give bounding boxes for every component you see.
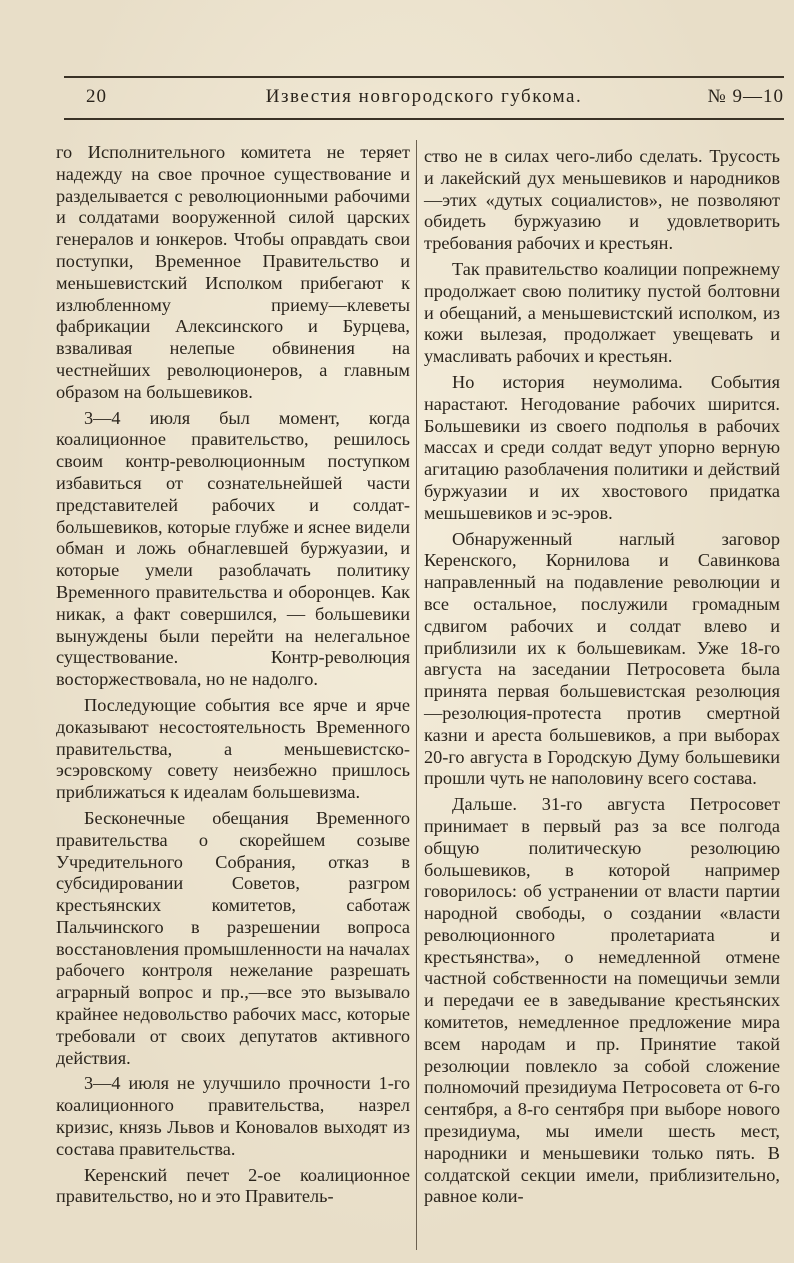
column-divider bbox=[416, 140, 417, 1250]
paragraph: 3—4 июля был момент, когда коалиционное правительство, решилось своим контр-революционным поступком избавиться от сознательнейшей части представителей рабочих и солдат-большевиков, которые глубже и яснее видели обман и ложь обнаглевшей буржуазии, и которые умели разоблачать политику Временного правительства и оборонцев. Как никак, а факт совершился, — большевики вынуждены были перейти на нелегальное существование. Контр-революция восторжествовала, но не надолго. bbox=[56, 407, 410, 690]
paragraph: Но история неумолима. События нарастают. Негодование рабочих ширится. Большевики из своего подполья в рабочих массах и среди солдат ведут упорно верную агитацию разоблачения политики и действий буржуазии и их хвостового придатка мешьшевиков и эс-эров. bbox=[424, 371, 780, 523]
paragraph: Обнаруженный наглый заговор Керенского, Корнилова и Савинкова направленный на подавление революции и все остальное, послужили громадным сдвигом рабочих и солдат влево и приблизили их к большевикам. Уже 18-го августа на заседании Петросовета была принята первая большевистская резолюция—резолюция-протеста против смертной казни и ареста большевиков, а при выборах 20-го августа в Городскую Думу большевики прошли чуть не наполовину всего состава. bbox=[424, 528, 780, 789]
page-header bbox=[64, 86, 784, 116]
paragraph: Так правительство коалиции попрежнему продолжает свою политику пустой болтовни и обещаний, а меньшевистский исполком, из кожи вылезая, продолжает увещевать и умасливать рабочих и крестьян. bbox=[424, 258, 780, 367]
paragraph: го Исполнительного комитета не теряет надежду на свое прочное существование и разделывается с революционными рабочими и солдатами вооруженной силой царских генералов и юнкеров. Чтобы оправдать свои поступки, Временное Правительство и меньшевистский Исполком прибегают к излюбленному приему—клеветы фабрикации Алексинского и Бурцева, взваливая нелепые обвинения на честнейших революционеров, а главным образом на большевиков. bbox=[56, 142, 410, 402]
header-bottom-rule bbox=[64, 118, 784, 120]
paragraph: 3—4 июля не улучшило прочности 1-го коалиционного правительства, назрел кризис, князь Львов и Коновалов выходят из состава правительства. bbox=[56, 1073, 410, 1159]
issue-number: № 9—10 bbox=[707, 86, 784, 107]
paragraph: Керенский печет 2-ое коалиционное правительство, но и это Правитель- bbox=[56, 1164, 410, 1207]
left-column bbox=[56, 142, 410, 1212]
header-top-rule bbox=[64, 76, 784, 78]
paragraph: Бесконечные обещания Временного правительства о скорейшем созыве Учредительного Собрания, отказ в субсидировании Советов, разгром крестьянских комитетов, саботаж Пальчинского в разрешении вопроса восстановления промышленности на началах рабочего контроля нежелание разрешать аграрный вопрос и пр.,—все это вызывало крайнее недовольство рабочих масс, которые требовали от своих депутатов активного действия. bbox=[56, 807, 410, 1068]
paragraph: ство не в силах чего-либо сделать. Трусость и лакейский дух меньшевиков и народников—этих «дутых социалистов», не позволяют обидеть буржуазию и удовлетворить требования рабочих и крестьян. bbox=[424, 146, 780, 254]
paragraph: Дальше. 31-го августа Петросовет принимает в первый раз за все полгода общую политическую резолюцию большевиков, в которой например говорилось: об устранении от власти партии народной свободы, о создании «власти революционного пролетариата и крестьянства», о немедленной отмене частной собственности на помещичьи земли и передачи ее в заведывание крестьянских комитетов, немедленное предложение мира всем народам и пр. Принятие такой резолюции повлекло за собой сложение полномочий президиума Петросовета от 6-го сентября, а 8-го сентября при выборе нового президиума, мы имели шесть мест, народники и меньшевики только пять. В солдатской секции имели, приблизительно, равное коли- bbox=[424, 794, 780, 1207]
right-column bbox=[424, 146, 780, 1212]
paragraph: Последующие события все ярче и ярче доказывают несостоятельность Временного правительства, а меньшевистско-эсэровскому совету неизбежно пришлось приближаться к идеалам большевизма. bbox=[56, 694, 410, 803]
page-number: 20 bbox=[86, 86, 107, 107]
publication-title: Известия новгородского губкома. bbox=[265, 86, 583, 107]
